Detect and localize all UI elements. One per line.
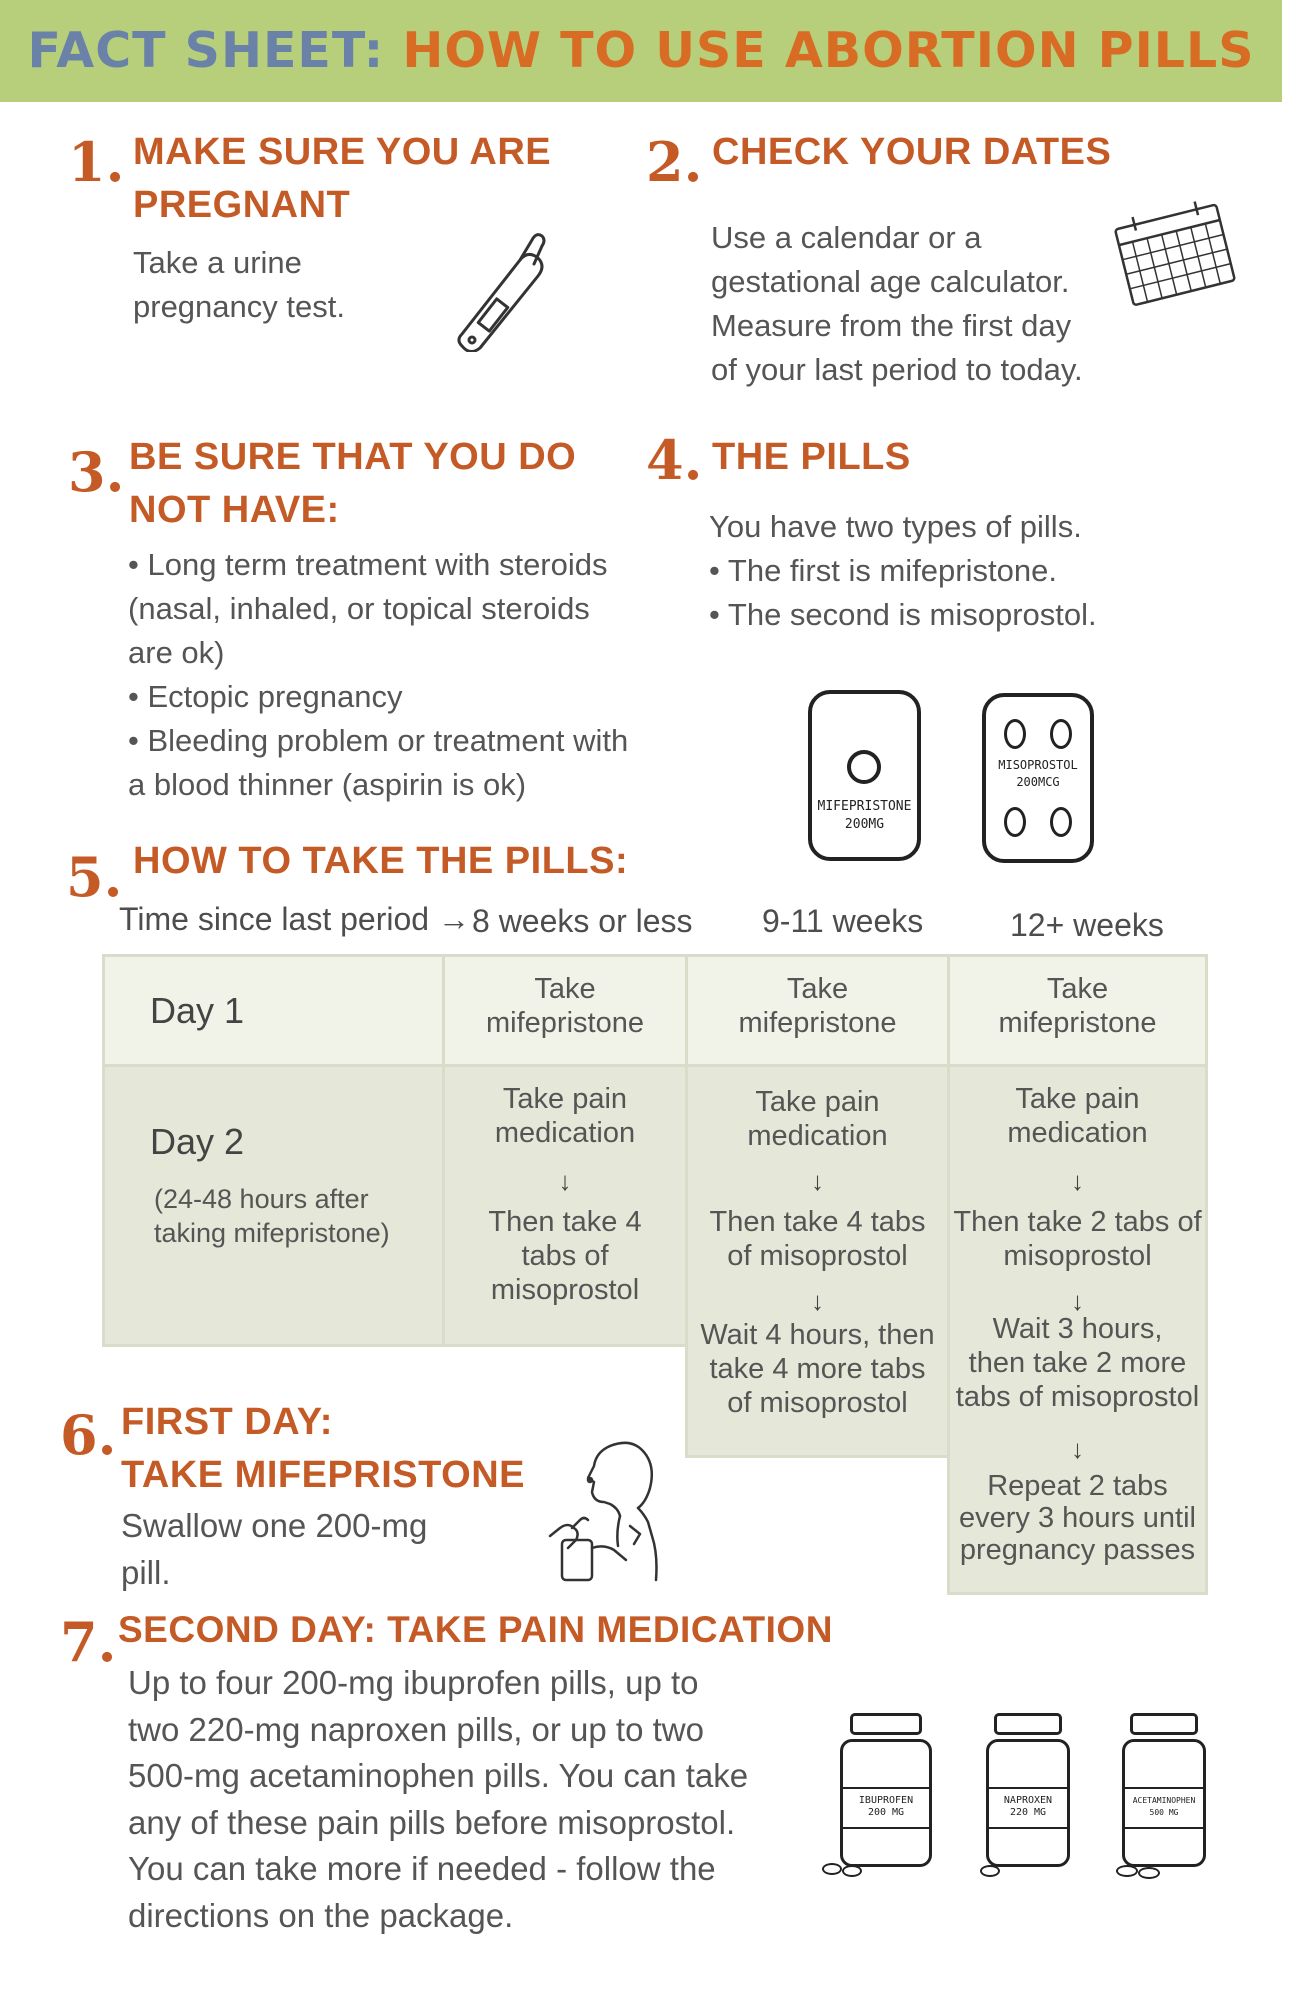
cell-line: Take xyxy=(1046,973,1109,1005)
body-line: Up to four 200-mg ibuprofen pills, up to xyxy=(128,1664,699,1701)
cell-line: then take 2 more xyxy=(968,1347,1187,1379)
pack-label-line: MISOPROSTOL xyxy=(998,758,1078,772)
col-header-9-11-weeks: 9-11 weeks xyxy=(762,903,924,939)
body-line: • Bleeding problem or treatment with xyxy=(128,723,629,758)
bottle-label-line: NAPROXEN xyxy=(1003,1795,1053,1806)
day2-col3-pain xyxy=(950,1082,1205,1150)
pill-circle-icon xyxy=(847,750,881,784)
cell-line: Wait 4 hours, then xyxy=(700,1319,935,1351)
body-line: a blood thinner (aspirin is ok) xyxy=(128,767,527,802)
col-header-8-weeks: 8 weeks or less xyxy=(472,903,693,939)
down-arrow-icon: ↓ xyxy=(1071,1166,1084,1196)
section-5-title: HOW TO TAKE THE PILLS: xyxy=(133,840,629,882)
body-line: You have two types of pills. xyxy=(709,509,1082,544)
cell-line: of misoprostol xyxy=(727,1240,908,1272)
down-arrow-icon: ↓ xyxy=(1071,1434,1084,1464)
bottle-label-line: ACETAMINOPHEN xyxy=(1132,1796,1196,1805)
sublabel-line: taking mifepristone) xyxy=(154,1218,390,1248)
section-2-title: CHECK YOUR DATES xyxy=(712,131,1112,173)
bottle-label-line: 220 MG xyxy=(1009,1807,1047,1818)
section-3-title xyxy=(129,431,576,537)
bottle-label xyxy=(840,1795,932,1819)
body-line: • Long term treatment with steroids xyxy=(128,547,608,582)
day2-col2-pain xyxy=(688,1085,947,1153)
pack-label-line: 200MG xyxy=(844,817,885,832)
cell-line: Repeat 2 tabs xyxy=(987,1470,1168,1502)
pill-icon xyxy=(1116,1865,1138,1877)
cell-line: Take pain xyxy=(502,1083,628,1115)
cell-line: mifepristone xyxy=(738,1007,897,1039)
bottle-label xyxy=(986,1795,1070,1819)
pill-icon xyxy=(842,1865,862,1877)
cell-line: mifepristone xyxy=(998,1007,1157,1039)
person-taking-pill-icon xyxy=(530,1436,680,1586)
body-line: Measure from the first day xyxy=(711,308,1072,343)
body-line: • The first is mifepristone. xyxy=(709,553,1057,588)
day-1-label: Day 1 xyxy=(150,990,245,1031)
body-line: (nasal, inhaled, or topical steroids xyxy=(128,591,590,626)
pill-icon xyxy=(1138,1867,1160,1879)
mifepristone-pack-icon xyxy=(808,690,921,861)
cell-line: every 3 hours until xyxy=(959,1502,1196,1534)
col-header-12-weeks: 12+ weeks xyxy=(1010,907,1164,943)
cell-line: Then take 4 xyxy=(488,1206,642,1238)
down-arrow-icon: ↓ xyxy=(811,1166,824,1196)
body-line: any of these pain pills before misoprostol. xyxy=(128,1803,736,1841)
pill-circle-icon xyxy=(1004,719,1026,749)
cell-line: Then take 2 tabs of xyxy=(953,1206,1202,1238)
section-2-number: 2. xyxy=(646,130,703,194)
day2-col3-repeat xyxy=(950,1470,1205,1566)
day2-col2-wait xyxy=(688,1318,947,1420)
day1-col2-text xyxy=(688,972,947,1040)
day-2-label: Day 2 xyxy=(150,1121,245,1162)
cell-line: Wait 3 hours, xyxy=(992,1313,1163,1345)
mifepristone-pack-label xyxy=(812,798,917,834)
time-since-label: Time since last period → xyxy=(119,901,470,937)
section-6-number: 6. xyxy=(60,1403,117,1467)
section-7-title: SECOND DAY: TAKE PAIN MEDICATION xyxy=(118,1609,833,1650)
day1-col1-text xyxy=(445,972,685,1040)
day-2-sublabel xyxy=(154,1182,390,1250)
day2-col1-then xyxy=(445,1205,685,1307)
body-line: Swallow one 200-mg xyxy=(121,1507,428,1544)
body-line: Take a urine xyxy=(133,245,302,280)
acetaminophen-bottle-icon xyxy=(1120,1713,1212,1883)
cell-line: Take pain xyxy=(1015,1083,1140,1115)
body-line: Use a calendar or a xyxy=(711,220,982,255)
day2-col1-pain xyxy=(445,1082,685,1150)
cell-line: medication xyxy=(1007,1117,1148,1149)
body-line: directions on the package. xyxy=(128,1896,514,1934)
pill-circle-icon xyxy=(1004,807,1026,837)
body-line: You can take more if needed - follow the xyxy=(128,1850,716,1887)
section-4-number: 4. xyxy=(646,428,703,492)
misoprostol-pack-icon xyxy=(982,693,1094,863)
body-line: • The second is misoprostol. xyxy=(709,597,1097,632)
sublabel-line: (24-48 hours after xyxy=(154,1184,369,1214)
cell-line: misoprostol xyxy=(1003,1240,1152,1272)
section-1-title-line: MAKE SURE YOU ARE xyxy=(133,131,552,173)
section-1-title-line: PREGNANT xyxy=(133,184,351,226)
bottle-label xyxy=(1122,1795,1206,1819)
down-arrow-icon: ↓ xyxy=(811,1286,824,1316)
section-1-title xyxy=(133,126,551,232)
section-5-number: 5. xyxy=(66,845,123,909)
cell-line: mifepristone xyxy=(486,1007,644,1039)
body-line: • Ectopic pregnancy xyxy=(128,679,403,714)
section-6-body xyxy=(121,1502,427,1596)
pill-icon xyxy=(822,1863,842,1875)
cell-line: Take xyxy=(786,973,849,1005)
day1-col3-text xyxy=(950,972,1205,1040)
cell-line: Then take 4 tabs xyxy=(709,1206,926,1238)
ibuprofen-bottle-icon xyxy=(838,1713,938,1883)
title-main: HOW TO USE ABORTION PILLS xyxy=(402,22,1255,79)
calendar-icon xyxy=(1112,196,1237,306)
body-line: pregnancy test. xyxy=(133,289,345,324)
section-1-body xyxy=(133,241,345,329)
section-6-title-line: TAKE MIFEPRISTONE xyxy=(121,1454,526,1496)
section-3-title-line: NOT HAVE: xyxy=(129,489,340,531)
pack-label-line: MIFEPRISTONE xyxy=(817,799,912,814)
day2-col3-then xyxy=(950,1205,1205,1273)
cell-line: take 4 more tabs xyxy=(709,1353,926,1385)
section-6-title xyxy=(121,1396,525,1502)
cell-line: tabs of xyxy=(521,1240,609,1272)
pill-icon xyxy=(980,1865,1000,1877)
down-arrow-icon: ↓ xyxy=(558,1166,572,1196)
section-3-number: 3. xyxy=(68,440,125,504)
cell-line: tabs of misoprostol xyxy=(955,1381,1200,1413)
body-line: pill. xyxy=(121,1554,171,1591)
cell-line: medication xyxy=(494,1117,636,1149)
body-line: 500-mg acetaminophen pills. You can take xyxy=(128,1757,749,1794)
cell-line: Take xyxy=(534,973,596,1005)
bottle-label-line: 200 MG xyxy=(867,1807,905,1818)
cell-line: pregnancy passes xyxy=(959,1534,1196,1566)
cell-line: medication xyxy=(747,1120,888,1152)
pack-label-line: 200MCG xyxy=(1016,775,1060,789)
cell-line: Take pain xyxy=(755,1086,880,1118)
bottle-label-line: IBUPROFEN xyxy=(858,1795,914,1806)
page-title xyxy=(0,22,1282,79)
day2-col2-then xyxy=(688,1205,947,1273)
naproxen-bottle-icon xyxy=(984,1713,1076,1883)
section-4-body xyxy=(709,505,1097,637)
body-line: two 220-mg naproxen pills, or up to two xyxy=(128,1710,704,1748)
body-line: are ok) xyxy=(128,635,225,670)
pill-circle-icon xyxy=(1050,719,1072,749)
misoprostol-pack-label xyxy=(986,757,1090,791)
section-1-number: 1. xyxy=(68,130,125,194)
section-4-title: THE PILLS xyxy=(712,436,911,478)
section-3-title-line: BE SURE THAT YOU DO xyxy=(129,436,577,478)
bottle-label-line: 500 MG xyxy=(1149,1808,1179,1817)
section-6-title-line: FIRST DAY: xyxy=(121,1401,333,1443)
section-2-body xyxy=(711,216,1083,392)
body-line: of your last period to today. xyxy=(711,352,1083,387)
section-7-body xyxy=(128,1660,748,1939)
cell-line: misoprostol xyxy=(490,1274,640,1306)
pill-circle-icon xyxy=(1050,807,1072,837)
body-line: gestational age calculator. xyxy=(711,264,1070,299)
down-arrow-icon: ↓ xyxy=(1071,1286,1084,1316)
cell-line: of misoprostol xyxy=(727,1387,908,1419)
section-3-body xyxy=(128,543,628,807)
title-prefix: FACT SHEET: xyxy=(27,22,385,79)
section-7-number: 7. xyxy=(60,1610,117,1674)
pregnancy-test-icon xyxy=(450,222,560,352)
day2-col3-wait xyxy=(950,1312,1205,1414)
